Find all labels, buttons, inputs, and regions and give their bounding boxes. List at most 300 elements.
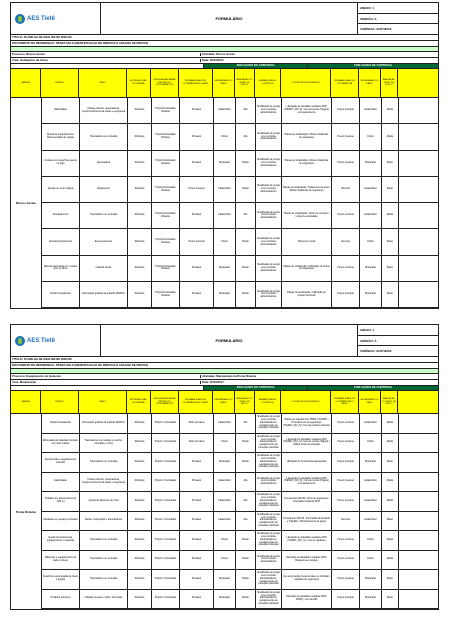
header-cell: TAREFA bbox=[11, 69, 41, 97]
table-cell: Médio bbox=[382, 203, 399, 228]
table-cell: Sinalização de perigo e/ou controles administrativos bbox=[256, 177, 282, 202]
table-cell: Sinalização de perigo e/ou controles administrativos bbox=[256, 98, 282, 123]
table-cell: Provável bbox=[180, 590, 214, 609]
table-cell: Médio bbox=[236, 570, 256, 589]
table-cell: Próprio/Contratado Visitante bbox=[152, 229, 180, 254]
table-cell: Remota bbox=[332, 512, 360, 531]
table-cell: Catastrófico bbox=[214, 177, 236, 202]
table-cell: Baixo bbox=[382, 512, 399, 531]
form-header bbox=[11, 325, 438, 357]
with-controls: COM AÇÕES DE CONTROLE bbox=[308, 64, 438, 68]
table-cell: Alto bbox=[236, 473, 256, 492]
header-cell: TAREFA bbox=[11, 391, 41, 413]
table-cell: Rotineira bbox=[128, 177, 152, 202]
table-cell: Catastrófico bbox=[360, 512, 382, 531]
table-cell: Médio bbox=[236, 256, 256, 281]
table-cell: Placas de sinalização / Manter distâncias de segurança bbox=[282, 151, 332, 176]
table-cell: Crítico bbox=[360, 229, 382, 254]
table-cell: Catastrófico bbox=[214, 512, 236, 531]
header-cell: SEVERIDADE DO DANO bbox=[359, 391, 381, 413]
date: Data: 25/10/2017 bbox=[202, 58, 224, 62]
table-cell: Rotineira bbox=[128, 453, 152, 472]
table-cell: Moderado bbox=[360, 590, 382, 609]
table-cell: Liberação de atividade mediante APR / FISPQ / Uso de EPI bbox=[282, 590, 332, 609]
table-cell: Rotineira bbox=[128, 282, 152, 307]
table-cell: Baixo bbox=[382, 282, 399, 307]
table-cell: Médio bbox=[236, 590, 256, 609]
table-cell: Produtos químicos bbox=[42, 590, 80, 609]
table-row bbox=[42, 434, 438, 454]
table-cell: Próprio / Contratado bbox=[152, 434, 180, 453]
table-cell: Baixo bbox=[382, 256, 399, 281]
table-cell: Material particulado em contato com os olhos bbox=[42, 256, 80, 281]
table-cell: Catastrófico bbox=[360, 492, 382, 511]
table-cell: Catastrófico bbox=[214, 492, 236, 511]
table-cell: Provável bbox=[180, 256, 214, 281]
table-cell: Médio bbox=[382, 98, 399, 123]
table-cell: Sinalização de perigo e/ou controles administrativos / equipamentos de proteção individual bbox=[256, 453, 282, 472]
table-cell: Rotineira bbox=[128, 151, 152, 176]
table-cell: Médio bbox=[382, 414, 399, 433]
table-cell: Próprio / Contratado bbox=[152, 551, 180, 570]
validity: VIGÊNCIA: 01/07/2018 bbox=[360, 27, 392, 32]
table-row bbox=[42, 151, 438, 177]
table-cell: Sinalização de perigo e/ou controles administrativos bbox=[256, 229, 282, 254]
table-cell: Pouco provável bbox=[332, 124, 360, 149]
company-logo bbox=[11, 3, 101, 34]
table-cell: Ruído Ocupacional bbox=[42, 282, 80, 307]
table-cell: Rotineira bbox=[128, 531, 152, 550]
company-logo bbox=[11, 325, 101, 356]
logo-text: AES Tietê bbox=[27, 15, 55, 22]
table-cell: Pouco provável bbox=[332, 203, 360, 228]
table-cell: Sinalização de perigo e/ou controles administrativos / equipamentos de proteção individual bbox=[256, 531, 282, 550]
form-sheet-2 bbox=[10, 324, 439, 610]
header-cell: AVALIAÇÃO DO NÍVEL DE RISCO bbox=[235, 69, 255, 97]
doc-ref: DOCUMENTO DE REFERÊNCIA: TIESET-002-S (IDENTIFICAÇÃO DE PERIGOS E ANÁLISE DE RISCOS) bbox=[12, 41, 149, 45]
header-cell: HIERARQUIA DE CONTROLE bbox=[255, 391, 281, 413]
with-controls: COM AÇÕES DE CONTROLE bbox=[308, 386, 438, 390]
table-cell: Animais Peçonhentos bbox=[42, 229, 80, 254]
header-cell: PROBABILIDADE DE OCORRÊNCIA bbox=[331, 69, 359, 97]
table-cell: Rotineira bbox=[128, 98, 152, 123]
table-cell: Rotineira bbox=[128, 473, 152, 492]
table-cell: Asfixia, intoxicação e traumatismos bbox=[80, 512, 128, 531]
table-row bbox=[42, 282, 438, 308]
table-cell: Médio bbox=[236, 282, 256, 307]
table-cell: Próprio/Contratado Visitante bbox=[152, 282, 180, 307]
table-cell: Moderado bbox=[360, 570, 382, 589]
table-cell: Traumatismo com lesões no punho, contusão e cortes bbox=[80, 434, 128, 453]
table-cell: Traumatismo ou contusão bbox=[80, 551, 128, 570]
table-cell: Crítico bbox=[214, 531, 236, 550]
table-cell: Crítico bbox=[214, 124, 236, 149]
table-row bbox=[42, 229, 438, 255]
table-cell: Provável bbox=[180, 203, 214, 228]
table-cell: Rotineira bbox=[128, 256, 152, 281]
table-cell: Rotineira bbox=[128, 512, 152, 531]
table-cell: Diminuição gradual da audição (PAIRO) bbox=[80, 414, 128, 433]
table-cell: Rotineira bbox=[128, 229, 152, 254]
table-cell: Superfície escorregadia de óleos e graxas bbox=[42, 570, 80, 589]
table-cell: Sinalização de perigo e/ou controles administrativos bbox=[256, 282, 282, 307]
table-cell: Sinalização de perigo e/ou controles administrativos bbox=[256, 151, 282, 176]
table-cell: Moderado bbox=[214, 151, 236, 176]
table-cell: Queda de ferramentas, equipamentos e materiais bbox=[42, 531, 80, 550]
table-cell: Choque elétrico, queimaduras, comprometimento da saúde e segurança bbox=[80, 473, 128, 492]
table-cell: Pouco provável bbox=[180, 177, 214, 202]
table-cell: Catastrófico bbox=[214, 98, 236, 123]
table-cell: Irritação na pele e olhos / Dermatite bbox=[80, 590, 128, 609]
task-cell: Ponte Rolante bbox=[11, 414, 42, 609]
table-cell: Pouco provável bbox=[332, 473, 360, 492]
table-cell: Diminuição gradual da audição (PAIRO) bbox=[80, 282, 128, 307]
header-cell: PROBABILIDADE DE OCORRÊNCIA DO DANO bbox=[179, 69, 213, 97]
table-row bbox=[42, 570, 438, 590]
table-cell: Alto bbox=[236, 414, 256, 433]
table-cell: Alto bbox=[236, 492, 256, 511]
table-cell: Catastrófico bbox=[360, 203, 382, 228]
table-cell: Próprio/Contratado Visitante bbox=[152, 256, 180, 281]
table-cell: Crítico bbox=[360, 434, 382, 453]
annex: ANEXO: 1 bbox=[358, 3, 438, 14]
table-cell: Pouco provável bbox=[332, 551, 360, 570]
header-cell: CONTROLES EXISTENTES bbox=[281, 391, 331, 413]
table-row bbox=[42, 98, 438, 124]
area: Área: Instalações da Usina bbox=[11, 59, 201, 62]
header-cell: SEVERIDADE DO DANO bbox=[213, 391, 235, 413]
table-cell: Pouco provável bbox=[332, 414, 360, 433]
table-cell: Moderado bbox=[214, 590, 236, 609]
table-cell: Placas de sinalização / Manter distâncias de segurança bbox=[282, 124, 332, 149]
table-cell: Próprio/Contratado Visitante bbox=[152, 151, 180, 176]
table-cell: Eletricidade bbox=[42, 473, 80, 492]
table-cell: Crítico bbox=[360, 531, 382, 550]
table-cell: Moderado bbox=[360, 256, 382, 281]
table-cell: Provável bbox=[180, 98, 214, 123]
table-cell: Eletricidade bbox=[42, 98, 80, 123]
table-cell: Atividades em espaço confinado bbox=[42, 512, 80, 531]
activity: Atividade: Riscos Gerais bbox=[202, 52, 235, 56]
table-cell: Sinalização de perigo e/ou controles administrativos bbox=[256, 256, 282, 281]
header-cell: DANO bbox=[79, 69, 127, 97]
table-cell: Médio bbox=[236, 551, 256, 570]
task-cell: Riscos Gerais bbox=[11, 98, 42, 308]
header-cell: DANO bbox=[79, 391, 127, 413]
table-body bbox=[11, 414, 438, 609]
table-row bbox=[42, 492, 438, 512]
table-cell: Uso de proteção luvas de látex ou nitrílicas / calçados de segurança bbox=[282, 570, 332, 589]
table-row bbox=[42, 531, 438, 551]
table-cell: Remota bbox=[332, 229, 360, 254]
table-row bbox=[42, 203, 438, 229]
form-header bbox=[11, 3, 438, 35]
table-cell: Pouco provável bbox=[332, 570, 360, 589]
table-cell: Sinalização de perigo e/ou controles administrativos / equipamentos de proteção individual bbox=[256, 512, 282, 531]
table-cell: Médio bbox=[236, 434, 256, 453]
table-cell: Treinamento NR-35 / Cinto de segurança / Liberação mediante APR bbox=[282, 492, 332, 511]
table-cell: Médio bbox=[236, 151, 256, 176]
table-cell: Catastrófico bbox=[214, 203, 236, 228]
area: Área: Manutenção bbox=[11, 381, 201, 384]
table-cell: Trabalho em altura (acima de 1,80 m) bbox=[42, 492, 80, 511]
table-cell: Traumatismo ou contusão bbox=[80, 203, 128, 228]
table-cell: Médio bbox=[382, 124, 399, 149]
form-title: FORMULÁRIO bbox=[101, 325, 358, 356]
table-cell: Baixo bbox=[382, 177, 399, 202]
table-cell: Catastrófico bbox=[360, 98, 382, 123]
header-cell: SEVERIDADE DO DANO bbox=[359, 69, 381, 97]
table-cell: Moderado bbox=[360, 282, 382, 307]
table-cell: Próprio / Contratado bbox=[152, 492, 180, 511]
table-cell: Médio bbox=[382, 434, 399, 453]
table-cell: Provável bbox=[180, 512, 214, 531]
table-cell: Provável bbox=[180, 282, 214, 307]
table-cell: Próprio / Contratado bbox=[152, 590, 180, 609]
form-meta bbox=[358, 325, 438, 356]
without-controls: SEM AÇÕES DE CONTROLE bbox=[204, 386, 308, 390]
table-cell: Catastrófico bbox=[360, 473, 382, 492]
table-row bbox=[42, 551, 438, 571]
table-cell: Queda em curso d'água bbox=[42, 177, 80, 202]
table-cell: Rotineira bbox=[128, 414, 152, 433]
table-cell: Sinalização de perigo e/ou controles administrativos / equipamentos de proteção individual bbox=[256, 434, 282, 453]
header-cell: HIERARQUIA DE CONTROLE bbox=[255, 69, 281, 97]
version: VERSÃO: A bbox=[358, 336, 438, 347]
table-row bbox=[42, 473, 438, 493]
table-cell: Moderado bbox=[360, 453, 382, 472]
table-cell: Sinalização de perigo e/ou controles administrativos / equipamentos de proteção individual bbox=[256, 590, 282, 609]
logo-text: AES Tietê bbox=[27, 337, 55, 344]
table-cell: Médio bbox=[236, 531, 256, 550]
table-cell: Provável bbox=[180, 531, 214, 550]
table-cell: Moderado bbox=[360, 151, 382, 176]
table-cell: Próprio / Contratado bbox=[152, 453, 180, 472]
header-cell: AVALIAÇÃO NÍVEL DE RISCO bbox=[381, 69, 398, 97]
table-cell: Remota bbox=[332, 177, 360, 202]
table-cell: Pouco provável bbox=[332, 531, 360, 550]
table-cell: Liberação de atividade mediante APR (TIESET_010_S) / Uso de Lovote (Tagout) e kit aterramento bbox=[282, 473, 332, 492]
table-cell: Sinalização de perigo e/ou controles administrativos bbox=[256, 124, 282, 149]
table-cell: Crítico bbox=[214, 551, 236, 570]
table-cell: Próprio / Contratado bbox=[152, 512, 180, 531]
table-cell: Atropelamento bbox=[42, 203, 80, 228]
header-cell: PERIGO bbox=[41, 391, 79, 413]
table-cell: Choque elétrico, queimaduras, comprometimento da saúde e segurança bbox=[80, 98, 128, 123]
process: Processo: Riscos Gerais bbox=[11, 53, 201, 56]
table-cell: Próprio / Contratado bbox=[152, 473, 180, 492]
table-cell: Envenenamento bbox=[80, 229, 128, 254]
table-row bbox=[42, 177, 438, 203]
table-cell: Pouco provável bbox=[332, 151, 360, 176]
header-cell: PROBABILIDADE DE OCORRÊNCIA DO DANO bbox=[179, 391, 213, 413]
table-cell: Crítico bbox=[360, 551, 382, 570]
table-cell: Liberação de atividade mediante APR (TIESET_010_S) / Uso de capacete bbox=[282, 531, 332, 550]
table-rows bbox=[42, 98, 438, 308]
header-cell: PESSOAS AFETADAS (PROPRIOS / CONTRATADOS) bbox=[151, 69, 179, 97]
doc-title: TÍTULO: PLANILHA DE ANÁLISE DE RISCOS bbox=[12, 35, 72, 39]
table-cell: Placas de sinalização / Utilização de óculos de segurança bbox=[282, 256, 332, 281]
table-cell: Queda de equipamentos / Movimentação de cargas bbox=[42, 124, 80, 149]
table-cell: Liberação de atividade mediante APR / Bloqueio de energias bbox=[282, 551, 332, 570]
table-cell: Sinalização de perigo e/ou controles administrativos / equipamentos de proteção individual bbox=[256, 570, 282, 589]
table-cell: Moderado bbox=[214, 256, 236, 281]
without-controls: SEM AÇÕES DE CONTROLE bbox=[204, 64, 308, 68]
table-body bbox=[11, 98, 438, 308]
table-cell: Provável bbox=[180, 453, 214, 472]
table-cell: Ferramentas e equipamentos manuais bbox=[42, 453, 80, 472]
table-cell: Pouco provável bbox=[180, 229, 214, 254]
table-cell: Placas de advertência / PPRA / PCMSO / Procedimento de segurança (TIESET_012_S) / Uso de protetor auricular bbox=[282, 414, 332, 433]
table-cell: Placas de sinalização / Utilização de protetor auricular bbox=[282, 282, 332, 307]
table-cell: Próprio / Contratado bbox=[152, 531, 180, 550]
table-cell: Sinalização de perigo e/ou controles administrativos bbox=[256, 551, 282, 570]
table-cell: Traumatismo ou contusão bbox=[80, 453, 128, 472]
table-cell: Provável bbox=[180, 473, 214, 492]
table-cell: Observar o local bbox=[282, 229, 332, 254]
table-cell: Próprio/Contratado Visitante bbox=[152, 177, 180, 202]
table-cell: Sinalização de perigo e/ou controles administrativos / equipamentos de proteção individual bbox=[256, 414, 282, 433]
table-cell: Catastrófico bbox=[360, 177, 382, 202]
table-cell: Baixo bbox=[382, 151, 399, 176]
table-cell: Eliminação de materiais contidos em ponte rolante bbox=[42, 434, 80, 453]
table-cell: Médio bbox=[382, 531, 399, 550]
table-cell: Muito provável bbox=[180, 414, 214, 433]
table-cell: Alto bbox=[236, 512, 256, 531]
table-cell: Afogamento bbox=[80, 177, 128, 202]
table-row bbox=[42, 590, 438, 610]
table-cell: Contato com superfície quente ou fogo bbox=[42, 151, 80, 176]
table-cell: Provável bbox=[180, 124, 214, 149]
table-cell: Sinalização de perigo e/ou controles administrativos bbox=[256, 473, 282, 492]
table-cell: Pouco provável bbox=[332, 256, 360, 281]
table-cell: Utilização de ferramentas adequadas bbox=[282, 453, 332, 472]
table-cell: Traumatismo ou contusão bbox=[80, 570, 128, 589]
process: Processo: Equipamento de Içamento bbox=[11, 375, 201, 378]
table-cell: Médio bbox=[236, 177, 256, 202]
table-cell: Rotineira bbox=[128, 551, 152, 570]
table-cell: Sinalização de perigo e/ou controles administrativos bbox=[256, 203, 282, 228]
table-row bbox=[42, 124, 438, 150]
table-cell: Liberação de atividade mediante APR (TIESET_010_S) / Uso de Lovote (Tagout) / Utilizar luvas de proteção bbox=[282, 434, 332, 453]
table-cell: Médio bbox=[382, 492, 399, 511]
table-cell: Alto bbox=[236, 124, 256, 149]
table-row bbox=[42, 414, 438, 434]
table-cell: Catastrófico bbox=[214, 473, 236, 492]
table-cell: Médio bbox=[236, 453, 256, 472]
form-title: FORMULÁRIO bbox=[101, 3, 358, 34]
table-cell: Pouco provável bbox=[332, 434, 360, 453]
table-cell: Placas de sinalização / Fluxo de veículos / Limite de velocidade bbox=[282, 203, 332, 228]
table-cell: Provável bbox=[180, 151, 214, 176]
table-cell: Traumatismo ou contusão bbox=[80, 124, 128, 149]
table-cell: Traumatismo ou contusão bbox=[80, 531, 128, 550]
table-cell: Rotineira bbox=[128, 124, 152, 149]
table-cell: Placas de sinalização / Isolamento de área / Manter distâncias de segurança bbox=[282, 177, 332, 202]
table-cell: Médio bbox=[382, 551, 399, 570]
form-meta bbox=[358, 3, 438, 34]
table-cell: Crítico bbox=[360, 124, 382, 149]
table-cell: Rotineira bbox=[128, 434, 152, 453]
table-cell: Pouco provável bbox=[332, 98, 360, 123]
table-cell: Sinalização de perigo e/ou controles administrativos / equipamentos de proteção individual bbox=[256, 492, 282, 511]
header-cell: PERIGO bbox=[41, 69, 79, 97]
header-cell: ATIVIDADE NÃO ROTINEIRA bbox=[127, 391, 151, 413]
table-header bbox=[11, 69, 438, 98]
table-cell: Baixo bbox=[382, 590, 399, 609]
table-cell: Rotineira bbox=[128, 590, 152, 609]
table-cell: Irritação ocular bbox=[80, 256, 128, 281]
version: VERSÃO: A bbox=[358, 14, 438, 25]
header-cell: SEVERIDADE DO DANO bbox=[213, 69, 235, 97]
table-cell: Pouco provável bbox=[332, 282, 360, 307]
table-cell: Rotineira bbox=[128, 570, 152, 589]
table-cell: Provável bbox=[180, 551, 214, 570]
table-cell: Próprio / Contratado bbox=[152, 570, 180, 589]
table-cell: Médio bbox=[236, 229, 256, 254]
table-cell: Liberação de atividade mediante APR (TIESET_010_S) / Uso de Lovote (Tagout) e kit aterramento bbox=[282, 98, 332, 123]
table-cell: Moderado bbox=[214, 453, 236, 472]
table-cell: Crítico bbox=[214, 229, 236, 254]
doc-title: TÍTULO: PLANILHA DE ANÁLISE DE RISCOS bbox=[12, 357, 72, 361]
table-cell: Máquinas e equipamentos de partes móveis bbox=[42, 551, 80, 570]
header-cell: PESSOAS AFETADAS (PROPRIOS / CONTRATADOS) bbox=[151, 391, 179, 413]
table-cell: Próprio/Contratado Visitante bbox=[152, 98, 180, 123]
form-sheet-1 bbox=[10, 2, 439, 309]
table-header bbox=[11, 391, 438, 414]
header-cell: ATIVIDADE NÃO ROTINEIRA bbox=[127, 69, 151, 97]
table-cell: Alto bbox=[236, 98, 256, 123]
table-cell: Queimadura bbox=[80, 151, 128, 176]
table-cell: Próprio / Contratado bbox=[152, 414, 180, 433]
table-cell: Baixo bbox=[382, 453, 399, 472]
table-cell: Alto bbox=[236, 203, 256, 228]
table-cell: Baixo bbox=[382, 229, 399, 254]
table-cell: Pouco provável bbox=[332, 453, 360, 472]
table-cell: Muito provável bbox=[180, 434, 214, 453]
activity: Atividade: Manutenção da Ponte Rolante bbox=[202, 374, 257, 378]
table-cell: Provável bbox=[180, 570, 214, 589]
table-cell: Provável bbox=[180, 492, 214, 511]
annex: ANEXO: 1 bbox=[358, 325, 438, 336]
table-cell: Moderado bbox=[214, 282, 236, 307]
table-cell: Ruído Ocupacional bbox=[42, 414, 80, 433]
header-cell: AVALIAÇÃO DO NÍVEL DE RISCO bbox=[381, 391, 398, 413]
table-cell: Rotineira bbox=[128, 492, 152, 511]
table-cell: Queda de diferença de nível bbox=[80, 492, 128, 511]
table-cell: Médio bbox=[382, 473, 399, 492]
table-cell: Baixo bbox=[382, 570, 399, 589]
table-cell: Moderado bbox=[214, 570, 236, 589]
table-cell: Rotineira bbox=[128, 203, 152, 228]
table-cell: Pouco provável bbox=[332, 590, 360, 609]
aes-logo-icon bbox=[15, 336, 25, 346]
date: Data: 25/10/2017 bbox=[202, 380, 224, 384]
table-cell: Treinamento NR-33 / Permissão de Entrada e Trabalho / Monitoramento de gases bbox=[282, 512, 332, 531]
table-row bbox=[42, 512, 438, 532]
table-cell: Pouco provável bbox=[332, 492, 360, 511]
header-cell: PROBABILIDADE DE OCORRÊNCIA DO DANO bbox=[331, 391, 359, 413]
table-cell: Catastrófico bbox=[214, 414, 236, 433]
table-rows bbox=[42, 414, 438, 609]
doc-ref: DOCUMENTO DE REFERÊNCIA: TIESET-002-S (IDENTIFICAÇÃO DE PERIGOS E ANÁLISE DE RISCOS) bbox=[12, 363, 149, 367]
validity: VIGÊNCIA: 01/07/2018 bbox=[360, 349, 392, 354]
aes-logo-icon bbox=[15, 14, 25, 24]
table-row bbox=[42, 256, 438, 282]
table-cell: Próprio/Contratado Visitante bbox=[152, 124, 180, 149]
header-cell: CONTROLES EXISTENTES bbox=[281, 69, 331, 97]
table-cell: Crítico bbox=[214, 434, 236, 453]
